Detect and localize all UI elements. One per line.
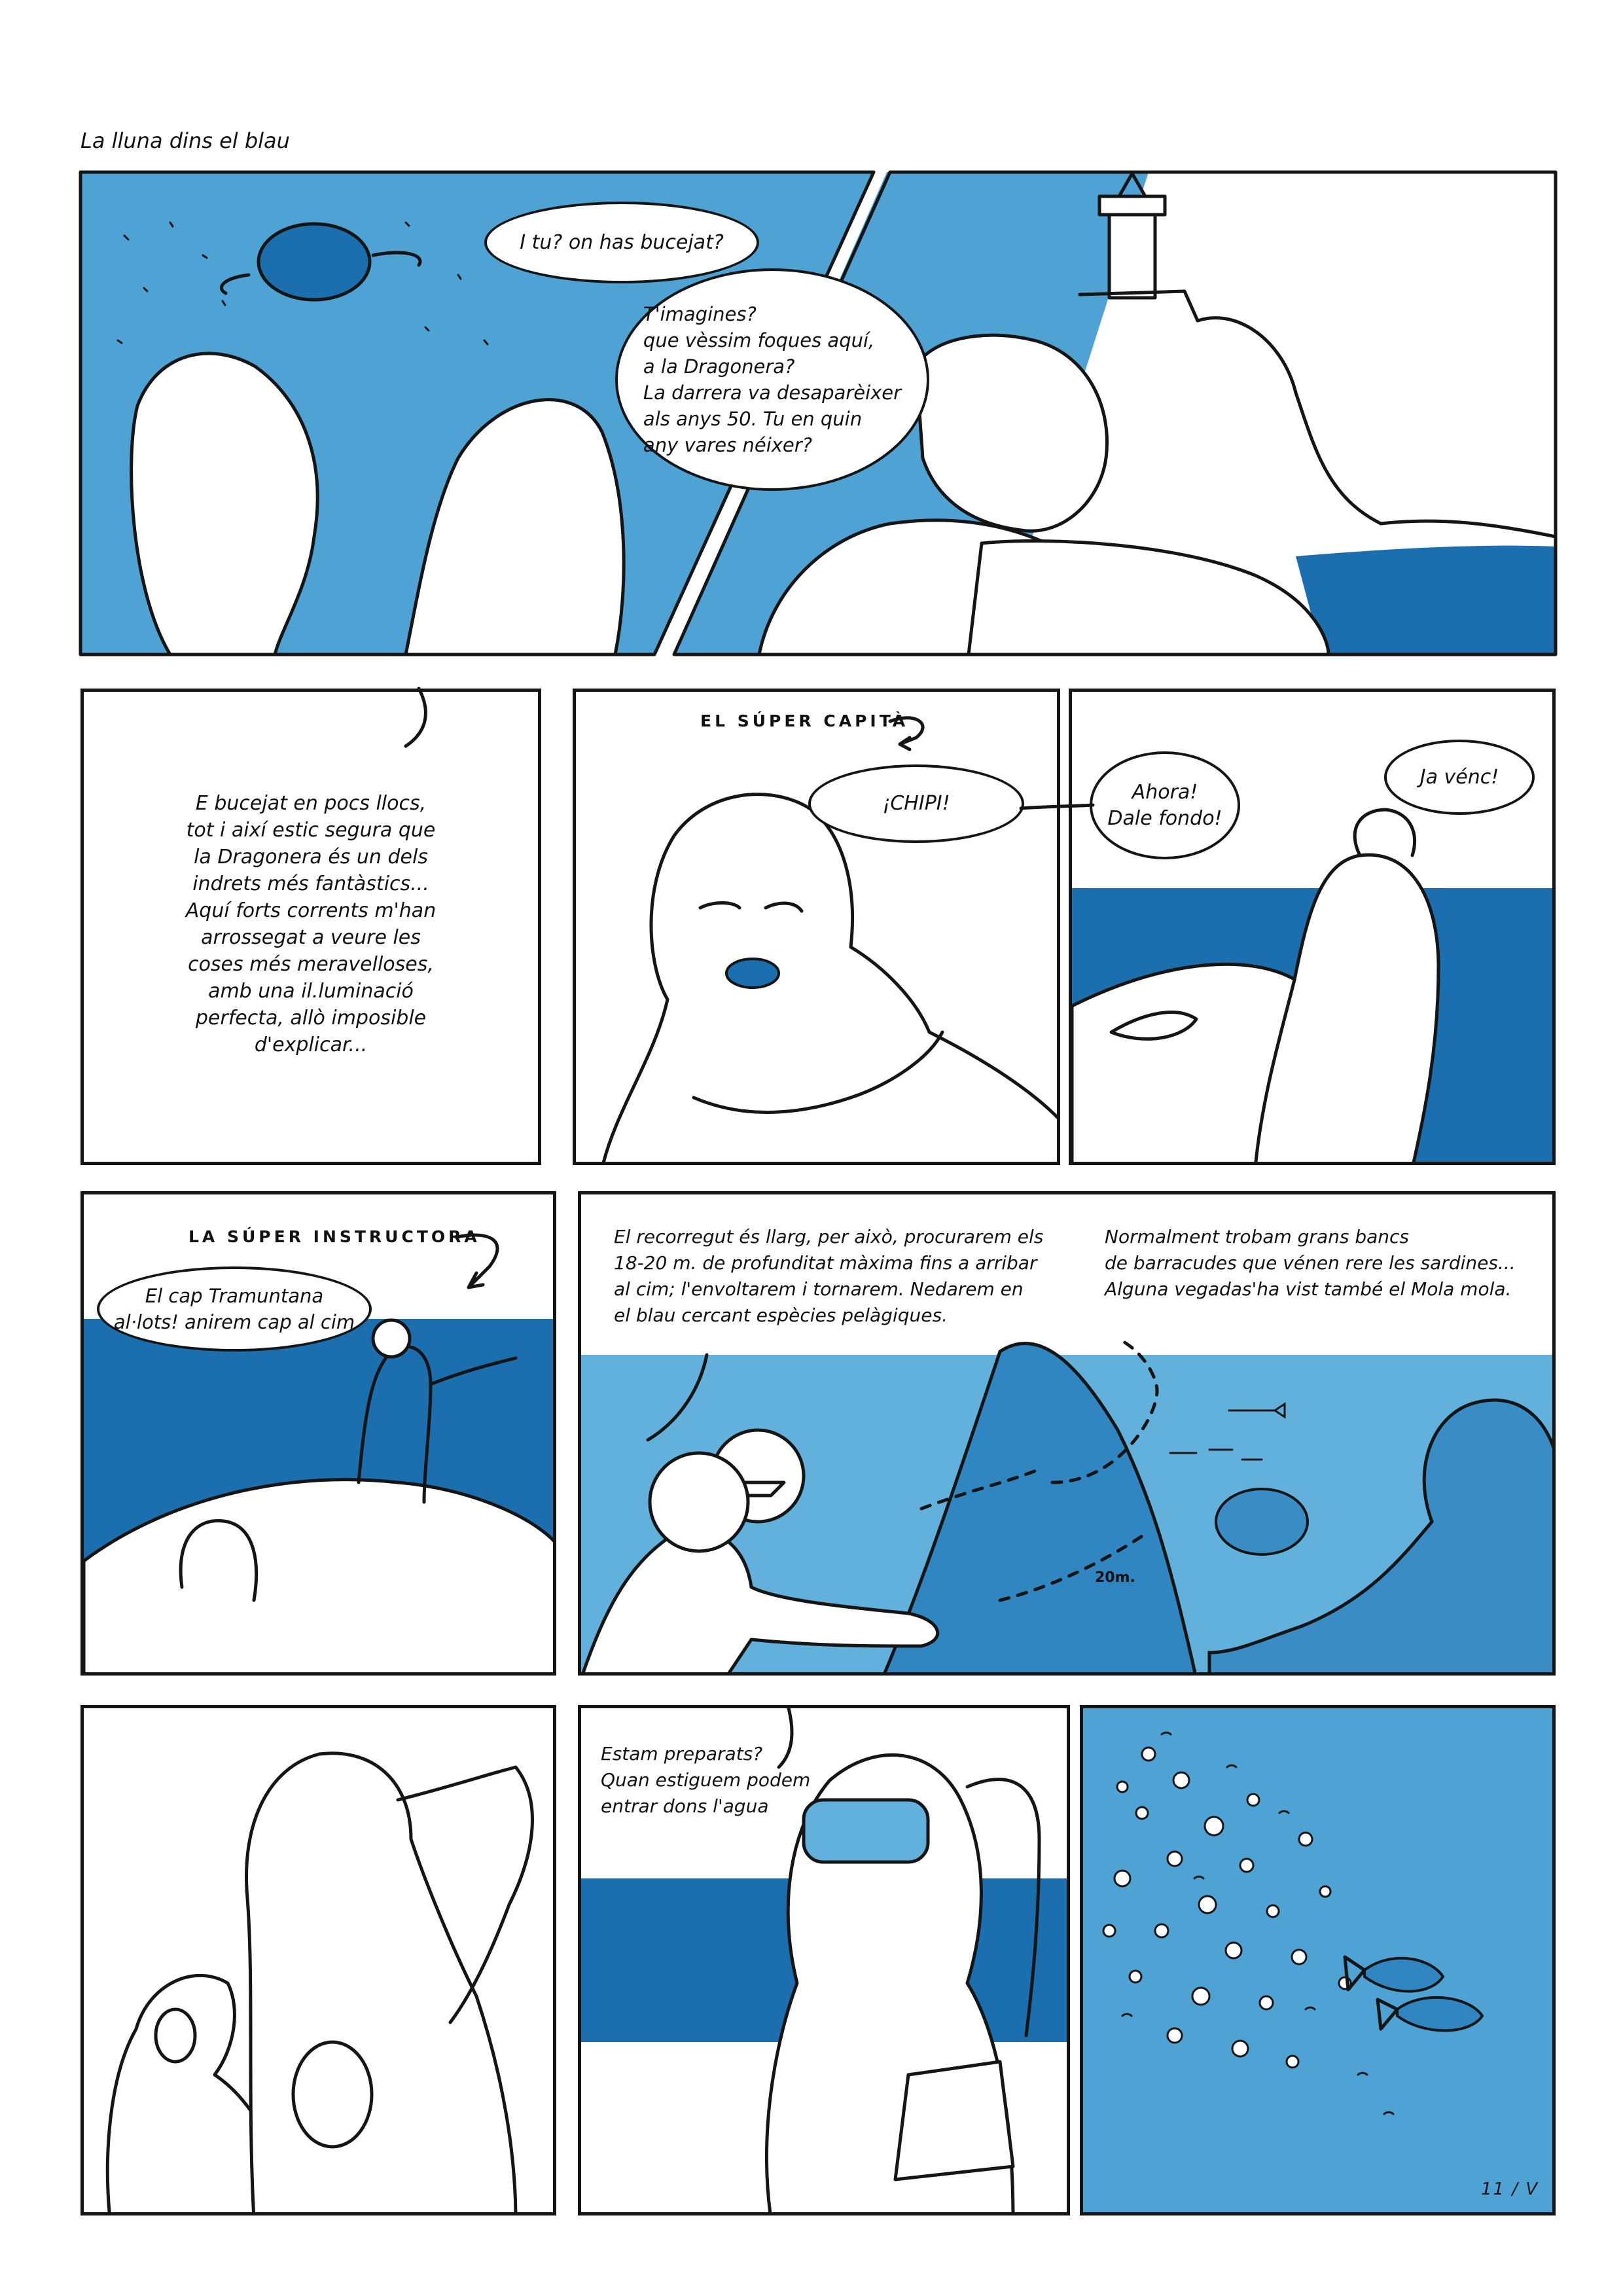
panel-ready (578, 1705, 1070, 2215)
captain-drawing (576, 692, 1060, 1165)
panel-bubbles (1080, 1705, 1556, 2215)
speech-bubble-ahora: Ahora! Dale fondo! (1090, 751, 1240, 859)
narration-text: E bucejat en pocs llocs, tot i així estic segura que la Dragonera és un dels indrets més fantàstics... Aquí forts corrents m'han arrossegat a veure les coses més meravelloses, amb una il.luminació perfecta, allò imposible d'explicar... (185, 792, 437, 1056)
panel-instructor (80, 1191, 556, 1676)
panel-route-map (578, 1191, 1556, 1676)
panel-captain (573, 689, 1060, 1165)
bubbles-drawing (1083, 1708, 1556, 2215)
speech-bubble-tramuntana: El cap Tramuntana al·lots! anirem cap al cim (97, 1266, 372, 1352)
panel-gear-up (80, 1705, 556, 2215)
speech-bubble-where-dived: I tu? on has bucejat? (484, 202, 759, 283)
ready-text: Estam preparats? Quan estiguem podem entrar dons l'agua (601, 1743, 811, 1817)
page-number: 11 / V (1481, 2179, 1539, 2199)
instructor-caption: LA SÚPER INSTRUCTORA (188, 1227, 480, 1246)
captain-caption: EL SÚPER CAPITÀ (700, 711, 909, 730)
speech-bubble-vengo: Ja vénc! (1384, 740, 1535, 815)
speech-bubble-chipi: ¡CHIPI! (808, 764, 1024, 843)
route-text: El recorregut és llarg, per això, procurarem els 18-20 m. de profunditat màxima fins a arribar al cim; l'envoltarem i tornarem. Nedarem en el blau cercant espècies pelàgiques. (614, 1226, 1044, 1326)
gear-up-drawing (84, 1708, 556, 2215)
fish-text: Normalment trobam grans bancs de barracudes que vénen rere les sardines... Alguna vegadas'ha vist també el Mola mola. (1105, 1226, 1516, 1300)
speech-bubble-seals: T'imagines? que vèssim foques aquí, a la Dragonera? La darrera va desaparèixer als anys 50. Tu en quin any vares néixer? (615, 268, 929, 491)
depth-label: 20m. (1095, 1570, 1135, 1586)
page-title: La lluna dins el blau (80, 128, 290, 153)
instructor-drawing (84, 1194, 556, 1676)
route-drawing (581, 1194, 1556, 1676)
panel-narration (80, 689, 541, 1165)
